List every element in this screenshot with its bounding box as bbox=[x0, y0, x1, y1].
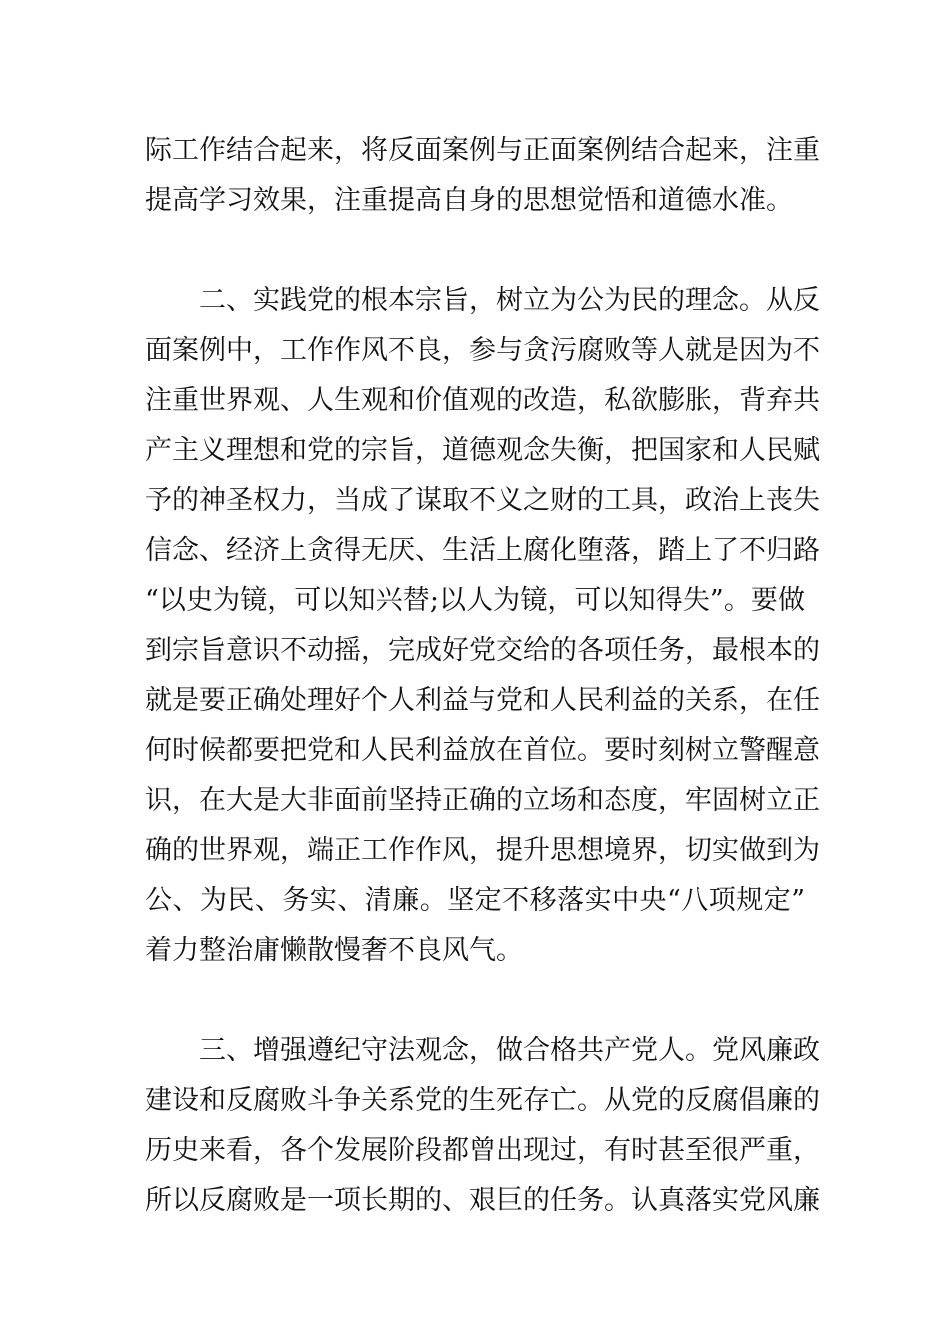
paragraph-line: 公、为民、务实、清廉。坚定不移落实中央“八项规定” bbox=[145, 885, 805, 916]
paragraph-line: 何时候都要把党和人民利益放在首位。要时刻树立警醒意 bbox=[145, 735, 820, 766]
paragraph-line: 提高学习效果，注重提高自身的思想觉悟和道德水准。 bbox=[145, 185, 793, 216]
paragraph-line: 二、实践党的根本宗旨，树立为公为民的理念。从反 bbox=[199, 285, 820, 316]
paragraph-line: 历史来看，各个发展阶段都曾出现过，有时甚至很严重， bbox=[145, 1135, 820, 1166]
paragraph-line: 着力整治庸懒散慢奢不良风气。 bbox=[145, 935, 523, 966]
paragraph-line: 产主义理想和党的宗旨，道德观念失衡，把国家和人民赋 bbox=[145, 435, 820, 466]
paragraph-line: 际工作结合起来，将反面案例与正面案例结合起来，注重 bbox=[145, 135, 820, 166]
paragraph-line: “以史为镜，可以知兴替;以人为镜，可以知得失”。要做 bbox=[145, 585, 805, 616]
paragraph-line: 到宗旨意识不动摇，完成好党交给的各项任务，最根本的 bbox=[145, 635, 820, 666]
paragraph-line: 所以反腐败是一项长期的、艰巨的任务。认真落实党风廉 bbox=[145, 1185, 820, 1216]
paragraph-line: 三、增强遵纪守法观念，做合格共产党人。党风廉政 bbox=[199, 1035, 820, 1066]
paragraph-line: 予的神圣权力，当成了谋取不义之财的工具，政治上丧失 bbox=[145, 485, 820, 516]
paragraph-line: 识，在大是大非面前坚持正确的立场和态度，牢固树立正 bbox=[145, 785, 820, 816]
paragraph-line: 就是要正确处理好个人利益与党和人民利益的关系，在任 bbox=[145, 685, 820, 716]
paragraph-line: 注重世界观、人生观和价值观的改造，私欲膨胀，背弃共 bbox=[145, 385, 820, 416]
paragraph-line: 确的世界观，端正工作作风，提升思想境界，切实做到为 bbox=[145, 835, 820, 866]
paragraph-line: 信念、经济上贪得无厌、生活上腐化堕落，踏上了不归路 bbox=[145, 535, 820, 566]
paragraph-line: 建设和反腐败斗争关系党的生死存亡。从党的反腐倡廉的 bbox=[145, 1085, 820, 1116]
paragraph-line: 面案例中，工作作风不良，参与贪污腐败等人就是因为不 bbox=[145, 335, 820, 366]
